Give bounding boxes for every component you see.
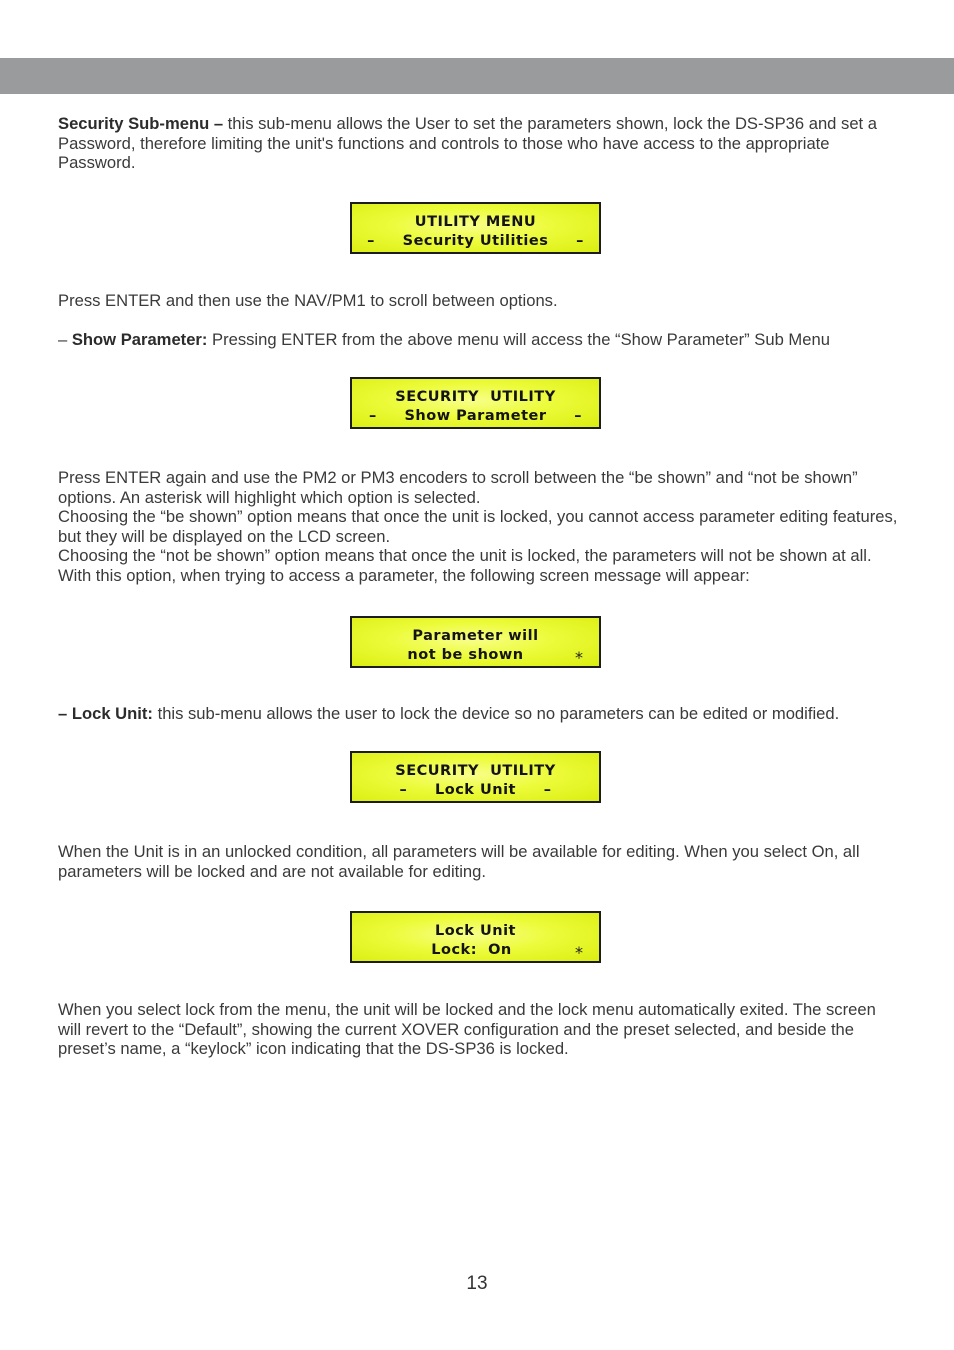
lcd-lock-on bbox=[350, 911, 601, 963]
show-param-prefix: – bbox=[58, 330, 72, 349]
page-number: 13 bbox=[466, 1273, 488, 1294]
lcd-line-2: – Lock Unit – bbox=[399, 782, 552, 798]
intro-text: this sub-menu allows the User to set the parameters shown, lock the DS-SP36 and set a Password, therefore limiting the unit's functions and controls to those who have access to the appropriate Password. bbox=[58, 114, 877, 173]
lcd-parameter-not-shown bbox=[350, 616, 601, 668]
lcd-line-1: SECURITY UTILITY bbox=[395, 389, 556, 405]
asterisk-indicator: * bbox=[575, 943, 583, 962]
options-text-1: Press ENTER again and use the PM2 or PM3 encoders to scroll between the “be shown” and “not be shown” options. An asterisk will highlight which option is selected. bbox=[58, 468, 858, 507]
show-param-text: Pressing ENTER from the above menu will access the “Show Parameter” Sub Menu bbox=[207, 330, 830, 349]
show-parameter-paragraph bbox=[58, 330, 898, 350]
asterisk-indicator: * bbox=[575, 648, 583, 667]
lcd-line-2: – Security Utilities – bbox=[367, 233, 584, 249]
lcd-line-1: SECURITY UTILITY bbox=[395, 763, 556, 779]
intro-paragraph bbox=[58, 114, 898, 173]
lock-unit-text: this sub-menu allows the user to lock the device so no parameters can be edited or modified. bbox=[152, 704, 840, 723]
options-paragraph bbox=[58, 468, 898, 586]
lcd-line-2: not be shown bbox=[407, 647, 524, 663]
press-enter-paragraph: Press ENTER and then use the NAV/PM1 to scroll between options. bbox=[58, 291, 558, 310]
lcd-line-1: UTILITY MENU bbox=[414, 214, 537, 230]
lcd-line-1: Parameter will bbox=[412, 628, 539, 644]
lcd-line-1: Lock Unit bbox=[435, 923, 516, 939]
intro-heading: Security Sub-menu – bbox=[58, 114, 224, 133]
options-text-3: Choosing the “not be shown” option means that once the unit is locked, the parameters will not be shown at all. With this option, when trying to access a parameter, the following screen message will appear: bbox=[58, 546, 872, 585]
lcd-security-lock-unit bbox=[350, 751, 601, 803]
options-text-2: Choosing the “be shown” option means that once the unit is locked, you cannot access parameter editing features, but they will be displayed on the LCD screen. bbox=[58, 507, 898, 546]
lock-unit-paragraph bbox=[58, 704, 898, 724]
lcd-line-2: – Show Parameter – bbox=[369, 408, 582, 424]
lcd-line-2: Lock: On bbox=[431, 942, 512, 958]
show-param-heading: Show Parameter: bbox=[71, 330, 208, 349]
final-paragraph: When you select lock from the menu, the unit will be locked and the lock menu automatically exited. The screen will revert to the “Default”, showing the current XOVER configuration and the preset selected, and beside the preset’s name, a “keylock” icon indicating that the DS-SP36 is locked. bbox=[58, 1000, 876, 1059]
lock-unit-heading: – Lock Unit: bbox=[58, 704, 153, 723]
header-bar bbox=[0, 58, 954, 94]
lcd-security-show-parameter bbox=[350, 377, 601, 429]
unlocked-paragraph: When the Unit is in an unlocked condition, all parameters will be available for editing. When you select On, all parameters will be locked and are not available for editing. bbox=[58, 842, 860, 881]
lcd-utility-menu bbox=[350, 202, 601, 254]
